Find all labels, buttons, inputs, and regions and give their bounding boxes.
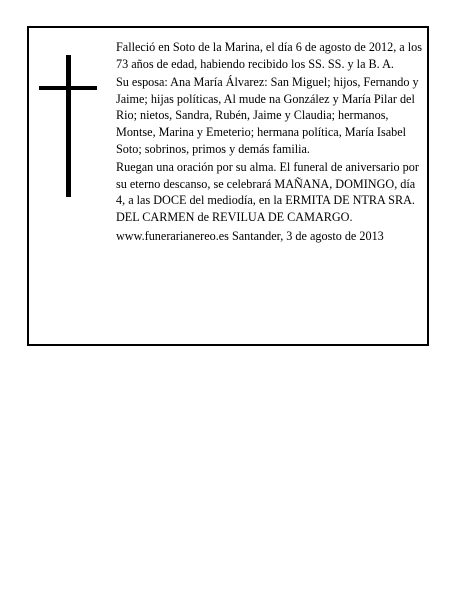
latin-cross-icon (39, 55, 97, 197)
obituary-notice (27, 26, 429, 346)
notice-body (116, 39, 422, 246)
cross-horizontal-bar (39, 86, 97, 90)
funeral-details: Ruegan una oración por su alma. El funeral de aniversario por su eterno descanso, se celebrará MAÑANA, DOMINGO, día 4, a las DOCE del mediodía, en la ERMITA DE NTRA SRA. DEL CARMEN de REVILUA DE CAMARGO. (116, 160, 419, 224)
funeral-home-footer: www.funerarianereo.es Santander, 3 de agosto de 2013 (116, 228, 384, 243)
death-announcement: Falleció en Soto de la Marina, el día 6 de agosto de 2012, a los 73 años de edad, habiendo recibido los SS. SS. y la B. A. (116, 40, 422, 71)
cross-vertical-bar (66, 55, 71, 197)
family-list: Su esposa: Ana María Álvarez: San Miguel; hijos, Fernando y Jaime; hijas políticas, Al mude na González y María Pilar del Rio; nietos, Sandra, Rubén, Jaime y Claudia; hermanos, Montse, Marina y Emeterio; hermana política, María Isabel Soto; sobrinos, primos y demás familia. (116, 75, 419, 156)
